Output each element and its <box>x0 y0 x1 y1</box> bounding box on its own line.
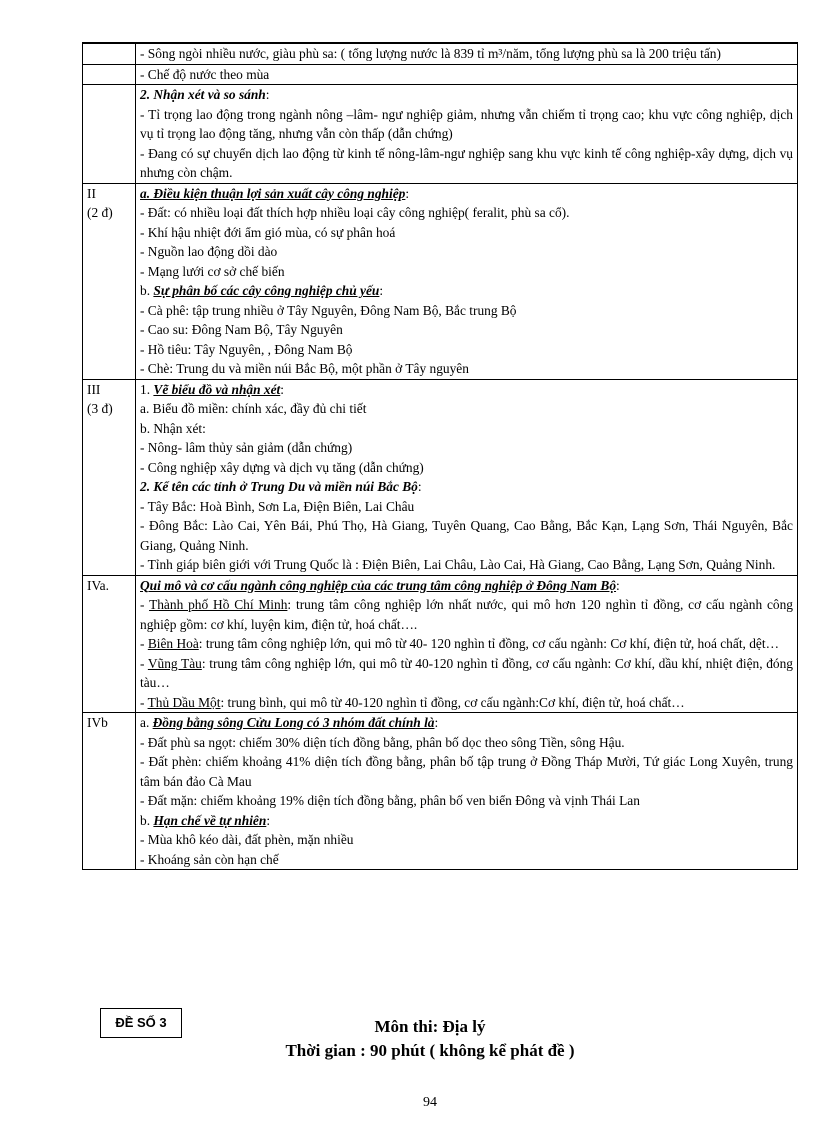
section-heading: 2. Nhận xét và so sánh: <box>140 87 270 102</box>
section-heading: Qui mô và cơ cấu ngành công nghiệp của các trung tâm công nghiệp ở Đông Nam Bộ: <box>140 577 620 593</box>
text-line: - Nguồn lao động dồi dào <box>140 244 278 259</box>
text-line: - Đông Bắc: Lào Cai, Yên Bái, Phú Thọ, Hà Giang, Tuyên Quang, Cao Bằng, Bắc Kạn, Lạng Sơn, Thái Nguyên, Bắc Giang, Quảng Ninh. <box>140 518 793 553</box>
text-line: - Đất phù sa ngọt: chiếm 30% diện tích đồng bằng, phân bố dọc theo sông Tiền, sông Hậu. <box>140 734 625 750</box>
section-heading: a. Điều kiện thuận lợi sản xuất cây công nghiệp: <box>140 185 410 201</box>
table-row <box>83 44 798 65</box>
text-line: - Vũng Tàu: trung tâm công nghiệp lớn, qui mô từ 40-120 nghìn tỉ đồng, cơ cấu ngành: Cơ khí, dầu khí, nhiệt điện, đóng tàu… <box>140 655 793 690</box>
section-heading: a. Đồng bằng sông Cửu Long có 3 nhóm đất chính là: <box>140 715 439 730</box>
text-line: - Đất phèn: chiếm khoảng 41% diện tích đồng bằng, phân bố tập trung ở Đồng Tháp Mười, Tứ giác Long Xuyên, trung tâm bán đảo Cà Mau <box>140 754 793 789</box>
text-line: - Cao su: Đông Nam Bộ, Tây Nguyên <box>140 322 343 337</box>
row-label: IVa. <box>83 575 136 713</box>
text-line: - Hồ tiêu: Tây Nguyên, , Đông Nam Bộ <box>140 341 353 357</box>
row-label: III (3 đ) <box>83 379 136 575</box>
table-row <box>83 64 798 85</box>
exam-code-box: ĐỀ SỐ 3 <box>100 1008 182 1038</box>
text-line: - Khoáng sản còn hạn chế <box>140 851 279 867</box>
row-label: IVb <box>83 713 136 870</box>
text-line: - Đang có sự chuyển dịch lao động từ kinh tế nông-lâm-ngư nghiệp sang khu vực kinh tế công nghiệp-xây dựng, dịch vụ nhưng còn chậm. <box>140 145 793 180</box>
text-line: - Tây Bắc: Hoà Bình, Sơn La, Điện Biên, Lai Châu <box>140 498 415 514</box>
row-label: II (2 đ) <box>83 183 136 379</box>
text-line: - Nông- lâm thủy sản giảm (dẫn chứng) <box>140 440 353 455</box>
text-line: - Tỉ trọng lao động trong ngành nông –lâm- ngư nghiệp giảm, nhưng vẫn chiếm tỉ trọng cao; khu vực công nghiệp, dịch vụ tỉ trọng lao động tăng, nhưng vẫn còn thấp (dẫn chứng) <box>140 106 793 141</box>
row-label <box>83 64 136 85</box>
text-line: - Khí hậu nhiệt đới ẩm gió mùa, có sự phân hoá <box>140 224 396 240</box>
text-line: - Công nghiệp xây dựng và dịch vụ tăng (dẫn chứng) <box>140 459 424 475</box>
text-line: a. Biểu đồ miền: chính xác, đầy đủ chi tiết <box>140 401 367 416</box>
text-line: b. Nhận xét: <box>140 420 206 436</box>
row-label <box>83 44 136 65</box>
text-line: - Thành phố Hồ Chí Minh: trung tâm công nghiệp lớn nhất nước, qui mô hơn 120 nghìn tỉ đồng, cơ cấu ngành công nghiệp gồm: cơ khí, luyện kim, điện tử, hoá chất…. <box>140 597 794 632</box>
table-row <box>83 379 798 575</box>
text-line: - Biên Hoà: trung tâm công nghiệp lớn, qui mô từ 40- 120 nghìn tỉ đồng, cơ cấu ngành: Cơ khí, điện tử, hoá chất, dệt… <box>140 636 779 651</box>
row-content <box>136 183 798 379</box>
time-limit: Thời gian : 90 phút ( không kể phát đề ) <box>285 1041 575 1060</box>
row-content <box>136 379 798 575</box>
section-heading: b. Hạn chế về tự nhiên: <box>140 812 271 828</box>
text-line: - Sông ngòi nhiều nước, giàu phù sa: ( tổng lượng nước là 839 tỉ m³/năm, tổng lượng phù sa là 200 triệu tấn) <box>140 46 721 61</box>
row-content <box>136 85 798 184</box>
section-heading: 2. Kể tên các tỉnh ở Trung Du và miền núi Bắc Bộ: <box>140 479 422 494</box>
table-row <box>83 713 798 870</box>
text-line: - Chế độ nước theo mùa <box>140 66 270 82</box>
text-line: - Tỉnh giáp biên giới với Trung Quốc là : Điện Biên, Lai Châu, Lào Cai, Hà Giang, Cao Bằng, Lạng Sơn, Quảng Ninh. <box>140 557 776 572</box>
table-row <box>83 183 798 379</box>
row-content <box>136 64 798 85</box>
text-line: - Chè: Trung du và miền núi Bắc Bộ, một phần ở Tây nguyên <box>140 361 469 376</box>
text-line: - Thủ Dầu Một: trung bình, qui mô từ 40-120 nghìn tỉ đồng, cơ cấu ngành:Cơ khí, điện tử, hoá chất… <box>140 694 685 710</box>
text-line: - Mùa khô kéo dài, đất phèn, mặn nhiều <box>140 832 354 847</box>
table-row <box>83 575 798 713</box>
text-line: - Đất: có nhiều loại đất thích hợp nhiều loại cây công nghiệp( feralit, phù sa cổ). <box>140 205 570 220</box>
section-heading: b. Sự phân bố các cây công nghiệp chủ yếu: <box>140 283 384 298</box>
row-label <box>83 85 136 184</box>
text-line: - Mạng lưới cơ sở chế biến <box>140 263 285 279</box>
table-row <box>83 85 798 184</box>
text-line: - Cà phê: tập trung nhiều ở Tây Nguyên, Đông Nam Bộ, Bắc trung Bộ <box>140 302 517 318</box>
row-content <box>136 44 798 65</box>
row-content <box>136 713 798 870</box>
row-content <box>136 575 798 713</box>
subject-title: Môn thi: Địa lý <box>374 1017 486 1036</box>
text-line: - Đất mặn: chiếm khoảng 19% diện tích đồng bằng, phân bố ven biển Đông và vịnh Thái Lan <box>140 793 640 808</box>
section-heading: 1. Vẽ biểu đồ và nhận xét: <box>140 381 284 397</box>
page-number: 94 <box>423 1095 437 1110</box>
answer-table <box>82 43 798 870</box>
